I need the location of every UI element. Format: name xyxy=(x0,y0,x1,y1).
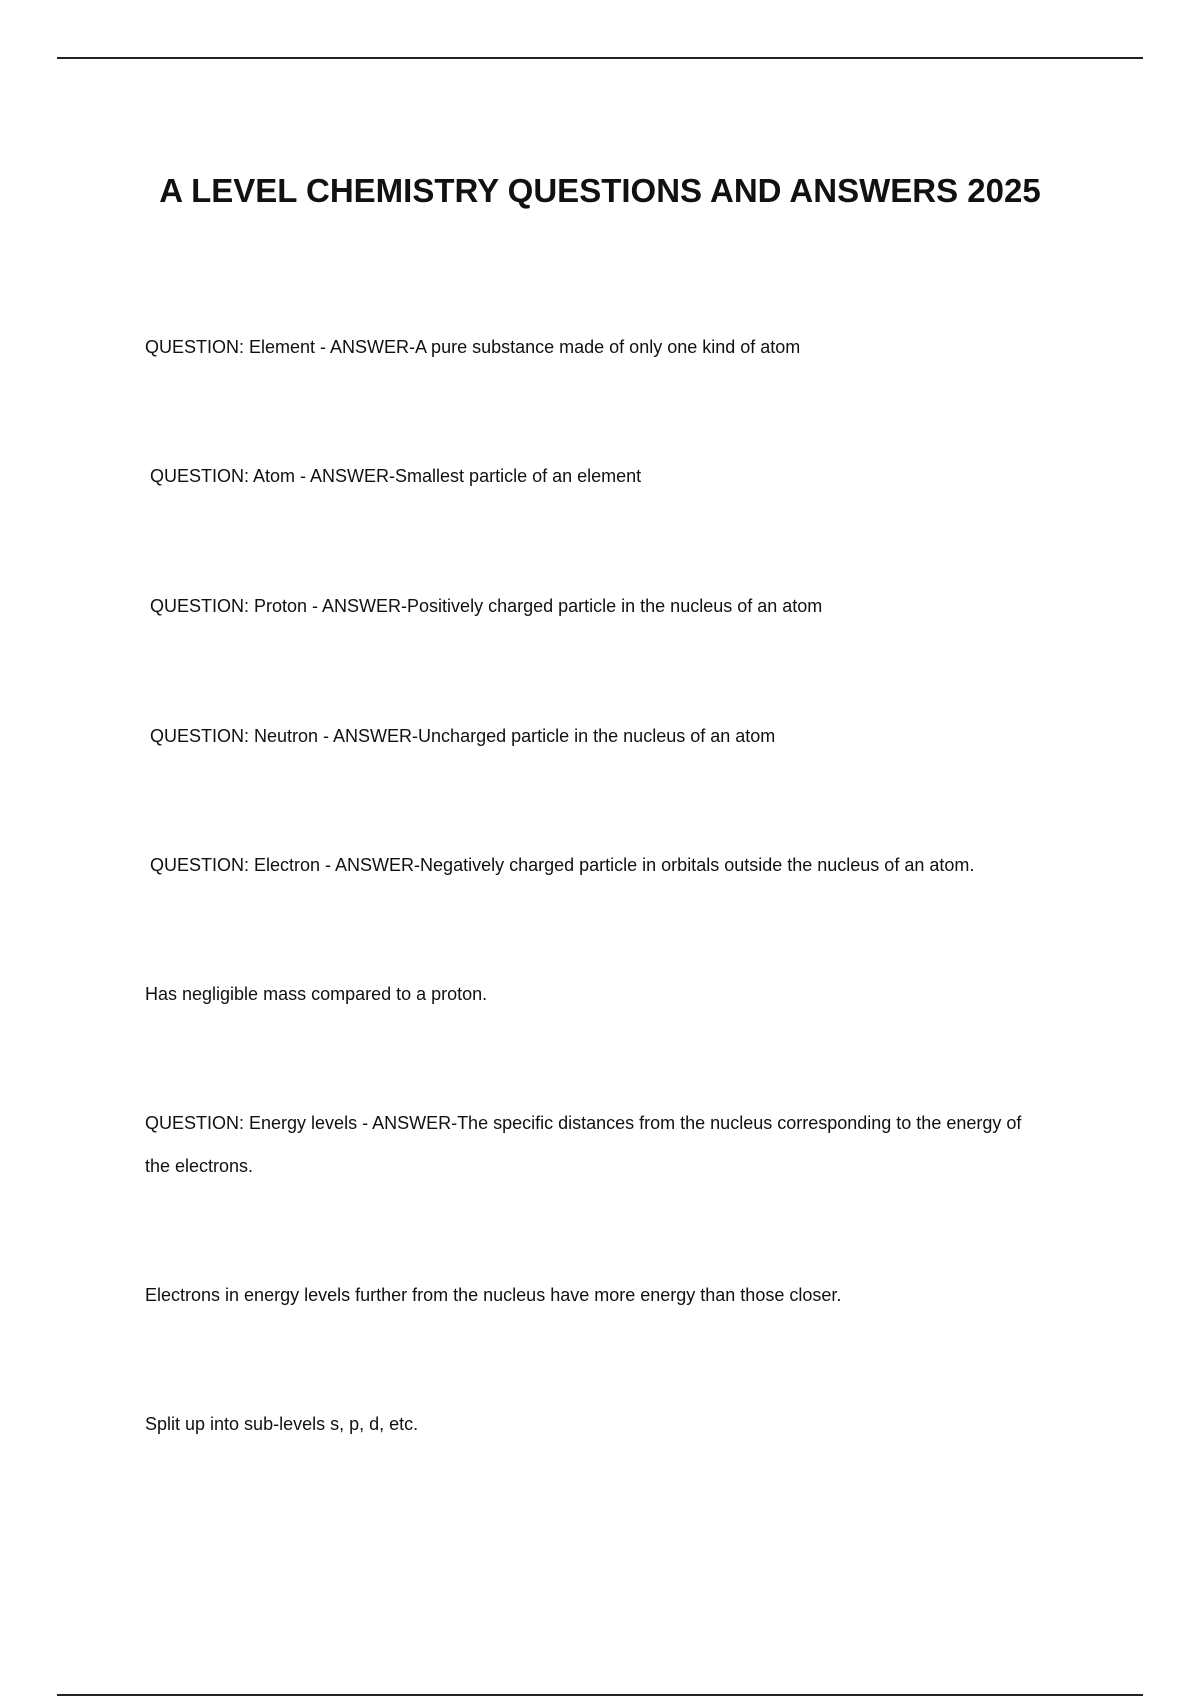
bottom-rule xyxy=(57,1694,1143,1696)
top-rule xyxy=(57,57,1143,59)
energy-levels-note-1: Electrons in energy levels further from the nucleus have more energy than those closer. xyxy=(145,1285,842,1305)
qa-paragraph-proton: QUESTION: Proton - ANSWER-Positively charged particle in the nucleus of an atom xyxy=(150,596,823,616)
qa-paragraph-atom: QUESTION: Atom - ANSWER-Smallest particle of an element xyxy=(150,466,642,486)
qa-paragraph-neutron: QUESTION: Neutron - ANSWER-Uncharged particle in the nucleus of an atom xyxy=(150,726,776,746)
energy-levels-note-2: Split up into sub-levels s, p, d, etc. xyxy=(145,1414,419,1434)
document-title: A LEVEL CHEMISTRY QUESTIONS AND ANSWERS 2025 xyxy=(159,172,1041,209)
qa-paragraph-element: QUESTION: Element - ANSWER-A pure substance made of only one kind of atom xyxy=(145,337,801,357)
qa-paragraph-electron: QUESTION: Electron - ANSWER-Negatively charged particle in orbitals outside the nucleus of an atom. xyxy=(150,855,975,875)
electron-note: Has negligible mass compared to a proton. xyxy=(145,984,488,1004)
qa-paragraph-energy-levels: QUESTION: Energy levels - ANSWER-The specific distances from the nucleus corresponding to the energy of the electrons. xyxy=(145,1113,1022,1176)
